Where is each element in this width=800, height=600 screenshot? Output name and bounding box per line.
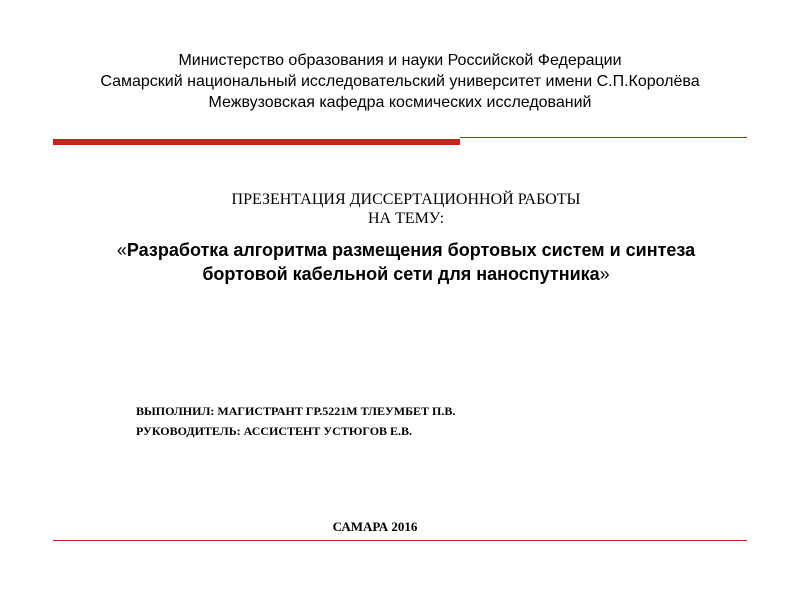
- thesis-topic-text2: бортовой кабельной сети для наноспутника: [202, 264, 600, 284]
- city-year: САМАРА 2016: [332, 519, 418, 534]
- thesis-topic-line2: [0, 262, 800, 286]
- performer-line: ВЫПОЛНИЛ: МАГИСТРАНТ ГР.5221М ТЛЕУМБЕТ П.В.: [136, 404, 456, 418]
- credits-block: [136, 401, 455, 441]
- thesis-topic-text1: Разработка алгоритма размещения бортовых систем и синтеза: [126, 240, 696, 260]
- presentation-title-line2: НА ТЕМУ:: [367, 210, 445, 227]
- ministry-line: Министерство образования и науки Российской Федерации: [178, 52, 622, 69]
- close-quote: »: [599, 264, 610, 284]
- university-line: Самарский национальный исследовательский университет имени С.П.Королёва: [100, 73, 700, 90]
- institution-header: [0, 50, 800, 113]
- thesis-topic: [0, 238, 800, 286]
- accent-rule-thin-top: [460, 137, 747, 138]
- supervisor-line: РУКОВОДИТЕЛЬ: АССИСТЕНТ УСТЮГОВ Е.В.: [136, 424, 413, 438]
- presentation-title-line1: ПРЕЗЕНТАЦИЯ ДИССЕРТАЦИОННОЙ РАБОТЫ: [231, 191, 581, 208]
- thesis-topic-line1: [0, 238, 800, 262]
- accent-rule-bottom: [53, 540, 747, 541]
- department-line: Межвузовская кафедра космических исследований: [208, 94, 592, 111]
- open-quote: «: [116, 240, 127, 260]
- accent-rule-thick: [53, 139, 460, 145]
- presentation-title: [0, 190, 800, 228]
